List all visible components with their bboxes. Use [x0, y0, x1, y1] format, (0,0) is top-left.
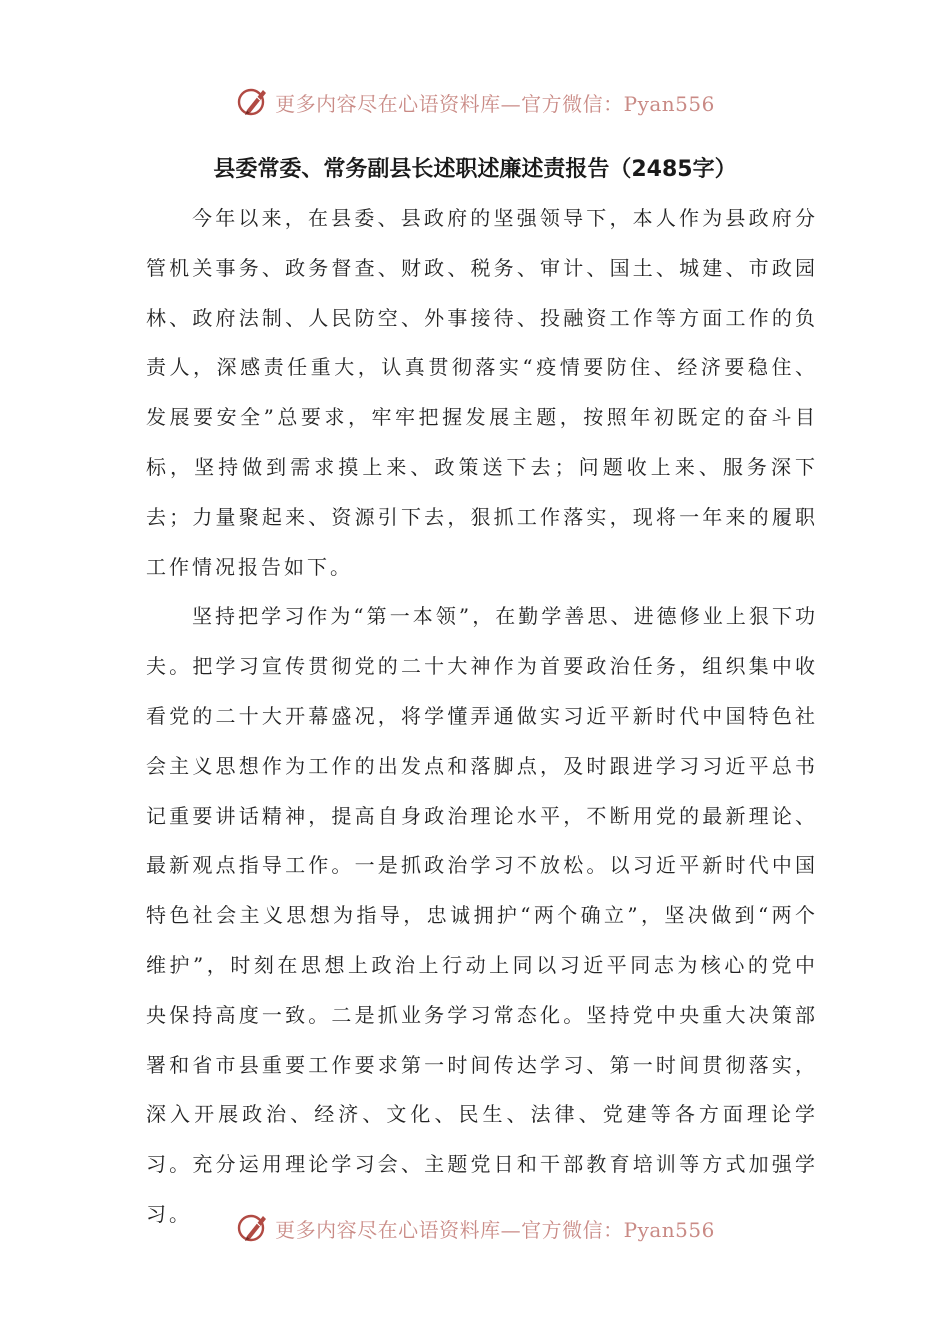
document-body [146, 194, 818, 1240]
document-title: 县委常委、常务副县长述职述廉述责报告（2485字） [213, 157, 737, 182]
footer-watermark-banner [0, 1208, 950, 1248]
watermark-text: 更多内容尽在心语资料库—官方微信：Pyan556 [275, 1217, 715, 1242]
watermark-text: 更多内容尽在心语资料库—官方微信：Pyan556 [275, 91, 715, 116]
pen-nib-logo-icon [235, 84, 271, 120]
paragraph-study: 坚持把学习作为“第一本领”，在勤学善思、进德修业上狠下功夫。把学习宣传贯彻党的二十大神作为首要政治任务，组织集中收看党的二十大开幕盛况，将学懂弄通做实习近平新时代中国特色社会主义思想作为工作的出发点和落脚点，及时跟进学习习近平总书记重要讲话精神，提高自身政治理论水平，不断用党的最新理论、最新观点指导工作。一是抓政治学习不放松。以习近平新时代中国特色社会主义思想为指导，忠诚拥护“两个确立”，坚决做到“两个维护”，时刻在思想上政治上行动上同以习近平同志为核心的党中央保持高度一致。二是抓业务学习常态化。坚持党中央重大决策部署和省市县重要工作要求第一时间传达学习、第一时间贯彻落实，深入开展政治、经济、文化、民生、法律、党建等各方面理论学习。充分运用理论学习会、主题党日和干部教育培训等方式加强学习。 [146, 604, 818, 1226]
header-watermark-banner [0, 82, 950, 122]
pen-nib-logo-icon [235, 1210, 271, 1246]
paragraph-intro: 今年以来，在县委、县政府的坚强领导下，本人作为县政府分管机关事务、政务督查、财政、税务、审计、国土、城建、市政园林、政府法制、人民防空、外事接待、投融资工作等方面工作的负责人，深感责任重大，认真贯彻落实“疫情要防住、经济要稳住、发展要安全”总要求，牢牢把握发展主题，按照年初既定的奋斗目标，坚持做到需求摸上来、政策送下去；问题收上来、服务深下去；力量聚起来、资源引下去，狠抓工作落实，现将一年来的履职工作情况报告如下。 [146, 206, 818, 579]
